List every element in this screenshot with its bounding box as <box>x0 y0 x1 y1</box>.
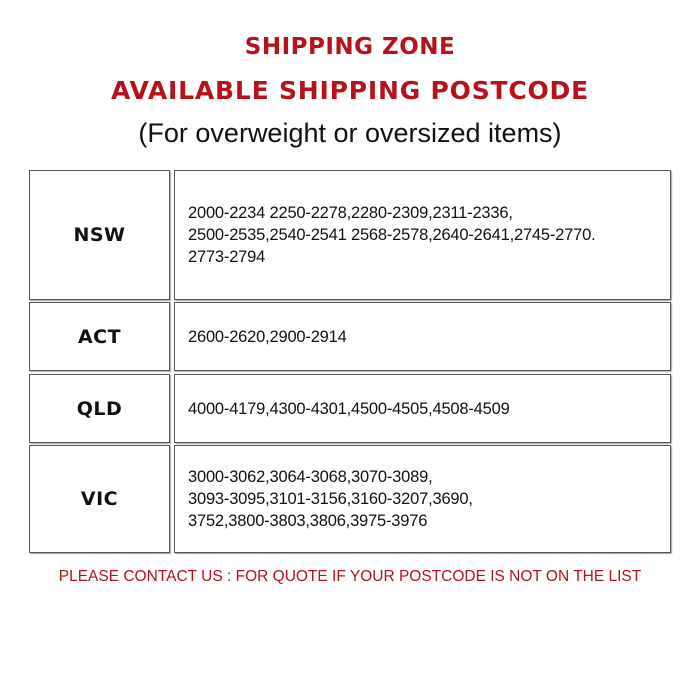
state-cell <box>29 302 170 371</box>
state-cell <box>29 445 170 553</box>
postcode-cell <box>174 170 671 300</box>
state-label: VIC <box>80 488 119 510</box>
state-label: ACT <box>77 325 122 348</box>
postcode-list <box>188 398 510 420</box>
items-note: (For overweight or oversized items) <box>138 118 562 148</box>
state-cell <box>29 170 170 300</box>
state-cell <box>29 374 170 443</box>
postcode-cell <box>174 302 671 371</box>
postcode-line: 2600-2620,2900-2914 <box>188 327 347 346</box>
table-row-vic <box>0 445 700 553</box>
postcode-list <box>188 466 473 532</box>
state-label: NSW <box>73 224 126 246</box>
postcode-line: 2773-2794 <box>188 248 266 266</box>
page-subtitle-heading: AVAILABLE SHIPPING POSTCODE <box>111 76 589 105</box>
postcode-line: 4000-4179,4300-4301,4500-4505,4508-4509 <box>188 399 510 418</box>
postcode-line: 3752,3800-3803,3806,3975-3976 <box>188 512 428 530</box>
table-row-qld <box>0 374 700 443</box>
postcode-line: 2000-2234 2250-2278,2280-2309,2311-2336, <box>188 204 513 222</box>
postcode-line: 3093-3095,3101-3156,3160-3207,3690, <box>188 490 473 508</box>
postcode-cell <box>174 445 671 553</box>
table-row-act <box>0 302 700 371</box>
postcode-line: 3000-3062,3064-3068,3070-3089, <box>188 468 433 486</box>
postcode-cell <box>174 374 671 443</box>
contact-note: PLEASE CONTACT US : FOR QUOTE IF YOUR POSTCODE IS NOT ON THE LIST <box>58 568 642 585</box>
postcode-list <box>188 202 595 268</box>
table-row-nsw <box>0 170 700 300</box>
postcode-list <box>188 326 347 348</box>
state-label: QLD <box>76 397 123 420</box>
postcode-line: 2500-2535,2540-2541 2568-2578,2640-2641,2745-2770. <box>188 226 596 244</box>
page-title: SHIPPING ZONE <box>244 34 456 60</box>
